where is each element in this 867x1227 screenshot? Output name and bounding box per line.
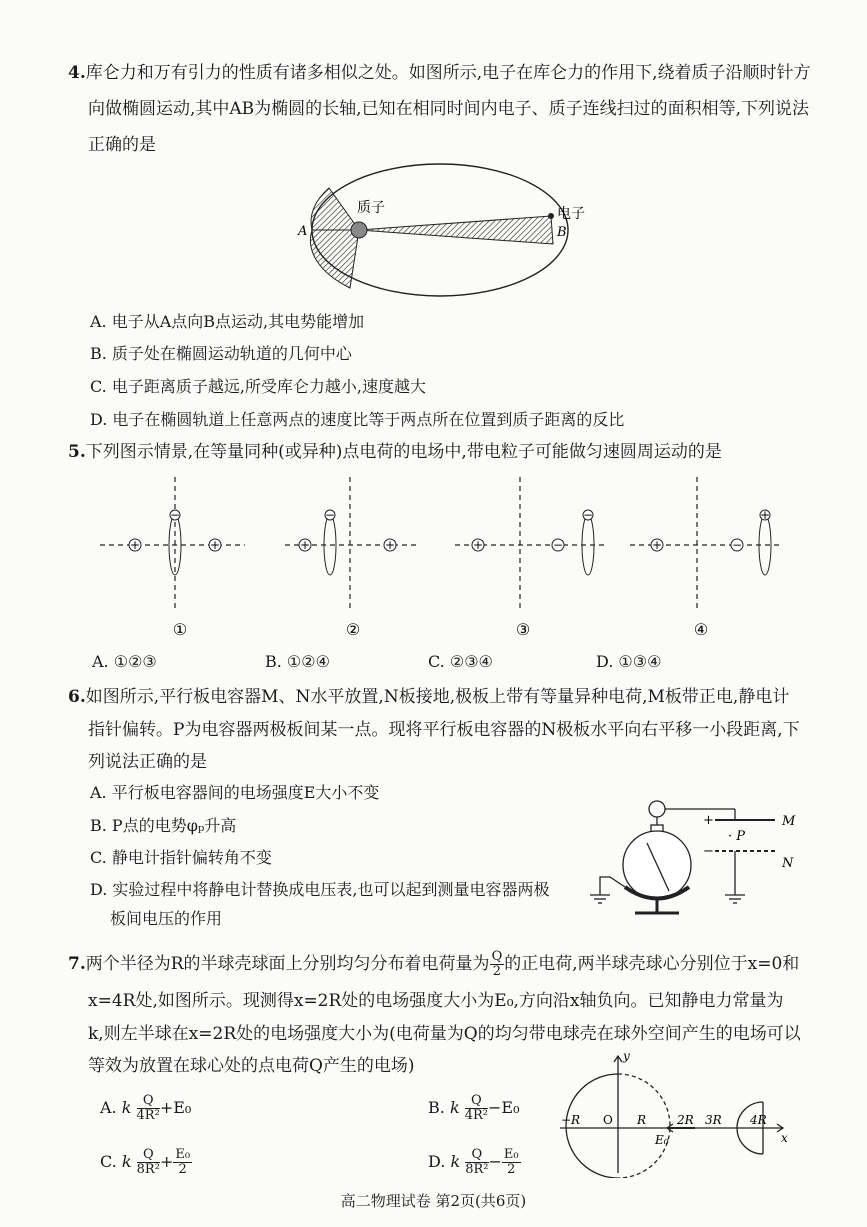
q6-option-d: D. 实验过程中将静电计替换成电压表,也可以起到测量电容器两极 [90,880,550,899]
electron-label: 电子 [557,206,585,222]
point-a-label: A [298,224,308,239]
label-y-axis: y [623,1049,630,1063]
q7-option-d: D. k $\frac{Q}{\text{8R²}}$ − $\frac{\text{E₀}}{2}$ [428,1147,519,1177]
q6-option-a: A. 平行板电容器间的电场强度E大小不变 [90,783,380,802]
svg-text:+: + [651,538,663,552]
q5-stem: 5.下列图示情景,在等量同种(或异种)点电荷的电场中,带电粒子可能做匀速圆周运动的是 [68,442,722,462]
plus-label: + [703,813,714,828]
svg-text:+: + [209,538,221,552]
q5-option-d: D. ①③④ [596,652,662,671]
svg-text:+: + [472,538,484,552]
q4-option-b: B. 质子处在椭圆运动轨道的几何中心 [90,344,352,363]
q4-stem-line1: 4.库仑力和万有引力的性质有诸多相似之处。如图所示,电子在库仑力的作用下,绕着质子沿顺时针方 [68,63,811,83]
q7-stem-line4: 等效为放置在球心处的点电荷Q产生的电场) [88,1056,415,1076]
q4-option-c: C. 电子距离质子越远,所受库仑力越小,速度越大 [90,377,427,396]
q6-option-c: C. 静电计指针偏转角不变 [90,848,272,867]
q6-option-b: B. P点的电势φₚ升高 [90,816,237,835]
q6-stem-line2: 指针偏转。P为电容器两极板间某一点。现将平行板电容器的N极板水平向右平移一小段距离,下 [88,720,800,740]
proton-label: 质子 [357,200,385,216]
q5-label-4: ④ [693,620,709,639]
q5-label-3: ③ [515,620,531,639]
q6-electroscope-figure [585,795,815,920]
plate-m-label: M [782,814,796,829]
page-footer: 高二物理试卷 第2页(共6页) [340,1192,527,1210]
svg-text:−: − [582,508,594,522]
q7-option-b: B. k $\frac{Q}{\text{4R²}}$ −E₀ [428,1093,520,1123]
q7-option-c: C. k $\frac{Q}{\text{8R²}}$ + $\frac{\text{E₀}}{2}$ [100,1147,191,1177]
q7-hemisphere-figure [555,1048,795,1178]
label-x-axis: x [781,1131,788,1145]
q4-stem-line2: 向做椭圆运动,其中AB为椭圆的长轴,已知在相同时间内电子、质子连线扫过的面积相等,下列说法 [88,99,809,119]
point-b-label: B [557,225,567,240]
q4-stem-line3: 正确的是 [88,135,156,155]
label-4r: 4R [750,1113,767,1127]
label-3r: 3R [705,1113,722,1127]
q4-ellipse-figure [295,160,585,310]
q7-stem-line1: 7.两个半径为R的半球壳球面上分别均匀分布着电荷量为 $\frac{Q}{2}$ 的正电荷,两半球壳球心分别位于x=0和 [68,949,800,979]
q4-option-d: D. 电子在椭圆轨道上任意两点的速度比等于两点所在位置到质子距离的反比 [90,410,625,429]
q5-label-2: ② [345,620,361,639]
svg-text:−: − [169,508,181,522]
q7-stem-line2: x=4R处,如图所示。现测得x=2R处的电场强度大小为E₀,方向沿x轴负向。已知静电力常量为 [88,991,784,1011]
q5-option-b: B. ①②④ [265,652,330,671]
svg-text:+: + [129,538,141,552]
label-2r: 2R [677,1113,694,1127]
q7-option-a: A. k $\frac{Q}{\text{4R²}}$ +E₀ [100,1093,192,1123]
minus-label: − [703,844,714,859]
q5-label-1: ① [172,620,188,639]
q6-stem-line3: 列说法正确的是 [88,752,207,772]
label-neg-r: −R [561,1113,581,1127]
swept-area-right [359,216,553,244]
svg-text:−: − [552,538,564,552]
q4-option-a: A. 电子从A点向B点运动,其电势能增加 [90,312,365,331]
q5-option-a: A. ①②③ [92,652,157,671]
svg-text:−: − [324,508,336,522]
svg-text:+: + [759,508,771,522]
svg-text:+: + [299,538,311,552]
label-origin: O [603,1113,613,1127]
point-p-label: · P [728,829,746,844]
swept-area-left [311,188,359,230]
q6-option-d-cont: 板间电压的作用 [110,909,223,928]
svg-text:+: + [384,538,396,552]
label-e0: E₀ [655,1133,669,1147]
plate-n-label: N [782,856,794,871]
proton-dot [351,222,367,238]
q5-option-c: C. ②③④ [428,652,493,671]
label-r: R [637,1113,647,1127]
q5-field-figures [100,472,800,647]
q7-stem-line3: k,则左半球在x=2R处的电场强度大小为(电荷量为Q的均匀带电球壳在球外空间产生的电场可以 [88,1024,801,1044]
svg-text:−: − [731,538,743,552]
q6-stem-line1: 6.如图所示,平行板电容器M、N水平放置,N板接地,极板上带有等量异种电荷,M板带正电,静电计 [68,687,790,707]
electron-dot [548,213,554,219]
